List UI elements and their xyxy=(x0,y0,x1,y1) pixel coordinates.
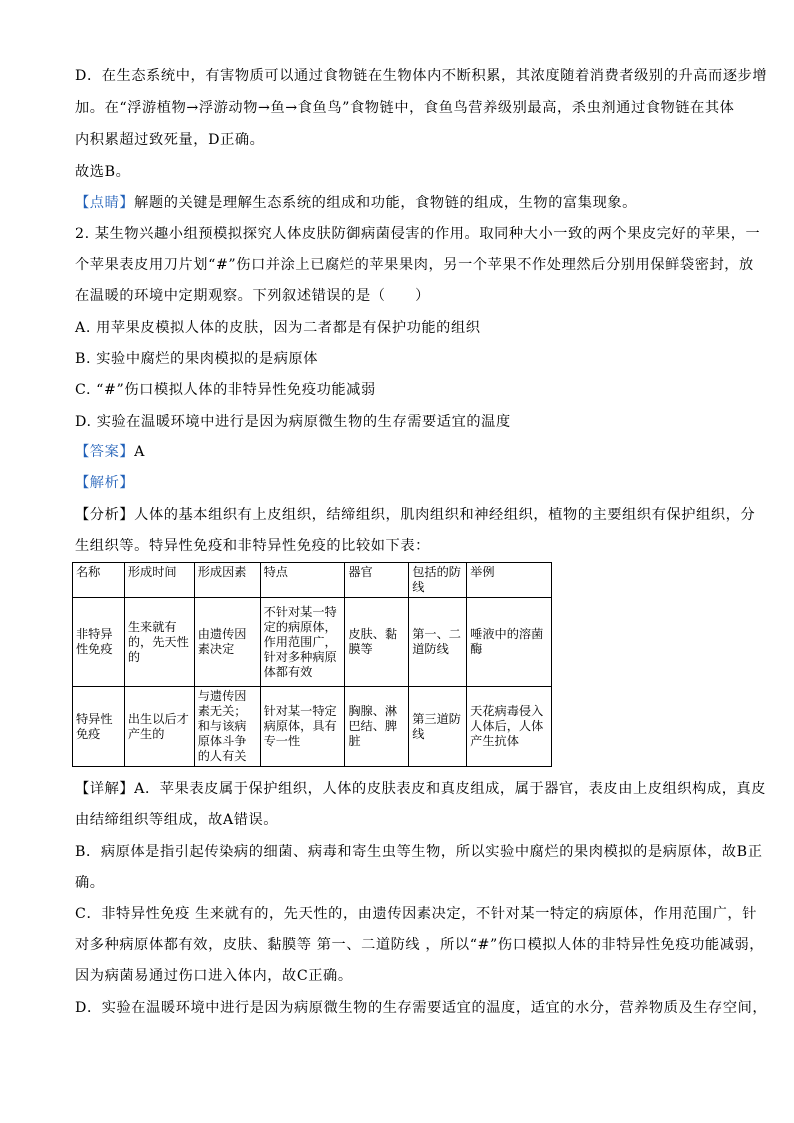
table-header-row xyxy=(73,563,552,598)
xiangjie-text-a1: A．苹果表皮属于保护组织，人体的皮肤表皮和真皮组成，属于器官，表皮由上皮组织构成，真皮 xyxy=(134,781,767,797)
xiangjie-paragraph-line-1 xyxy=(75,779,767,799)
table-header-cell: 形成时间 xyxy=(124,563,194,598)
xiangjie-c-line-3: 因为病菌易通过伤口进入体内，故C正确。 xyxy=(75,968,353,984)
choose-line: 故选B。 xyxy=(75,164,131,180)
table-header-cell: 包括的防线 xyxy=(409,563,467,598)
option-d-line-3: 内积累超过致死量，D正确。 xyxy=(75,132,265,148)
option-b: B. 实验中腐烂的果肉模拟的是病原体 xyxy=(75,351,319,367)
dianjing-paragraph xyxy=(75,193,725,213)
table-cell: 第一、二道防线 xyxy=(409,598,467,687)
table-cell: 生来就有的，先天性的 xyxy=(124,598,194,687)
immunity-comparison-table xyxy=(72,562,552,767)
dianjing-tag: 【点睛】 xyxy=(75,195,135,211)
option-d-line-2: 加。在“浮游植物→浮游动物→鱼→食鱼鸟”食物链中，食鱼鸟营养级别最高，杀虫剂通过食物链在其体 xyxy=(75,100,735,116)
question-2-line-3: 在温暖的环境中定期观察。下列叙述错误的是（ ） xyxy=(75,288,430,304)
option-d: D. 实验在温暖环境中进行是因为病原微生物的生存需要适宜的温度 xyxy=(75,414,511,430)
table-row xyxy=(73,687,552,767)
fenxi-paragraph-line-1 xyxy=(75,505,756,525)
table-cell: 特异性免疫 xyxy=(73,687,125,767)
question-2-line-2: 个苹果表皮用刀片划“#”伤口并涂上已腐烂的苹果果肉，另一个苹果不作处理然后分别用保鲜袋密封，放 xyxy=(75,257,754,273)
table-header-cell: 器官 xyxy=(345,563,409,598)
option-d-line-1: D．在生态系统中，有害物质可以通过食物链在生物体内不断积累，其浓度随着消费者级别的升高而逐步增 xyxy=(75,68,768,84)
dianjing-text: 解题的关键是理解生态系统的组成和功能，食物链的组成，生物的富集现象。 xyxy=(134,195,637,211)
table-cell: 天花病毒侵入人体后，人体产生抗体 xyxy=(467,687,552,767)
table-cell: 出生以后才产生的 xyxy=(124,687,194,767)
xiangjie-d-line-1: D．实验在温暖环境中进行是因为病原微生物的生存需要适宜的温度，适宜的水分，营养物质及生存空间， xyxy=(75,1000,768,1016)
xiangjie-b-line-2: 确。 xyxy=(75,875,105,891)
table-header-cell: 举例 xyxy=(467,563,552,598)
answer-paragraph xyxy=(75,442,725,462)
fenxi-text-1: 人体的基本组织有上皮组织，结缔组织，肌肉组织和神经组织，植物的主要组织有保护组织，分 xyxy=(134,507,756,523)
answer-tag: 【答案】 xyxy=(75,444,135,460)
table-cell: 针对某一特定病原体，具有专一性 xyxy=(260,687,345,767)
table-cell: 不针对某一特定的病原体，作用范围广，针对多种病原体都有效 xyxy=(260,598,345,687)
jiexi-paragraph xyxy=(75,473,725,493)
table-cell: 唾液中的溶菌酶 xyxy=(467,598,552,687)
xiangjie-c-line-2: 对多种病原体都有效，皮肤、黏膜等 第一、二道防线 ，所以“#”伤口模拟人体的非特异性免疫功能减弱， xyxy=(75,937,765,953)
xiangjie-b-line-1: B．病原体是指引起传染病的细菌、病毒和寄生虫等生物，所以实验中腐烂的果肉模拟的是病原体，故B正 xyxy=(75,844,763,860)
table-cell: 皮肤、黏膜等 xyxy=(345,598,409,687)
table-row xyxy=(73,598,552,687)
question-2-line-1: 2. 某生物兴趣小组预模拟探究人体皮肤防御病菌侵害的作用。取同种大小一致的两个果皮完好的苹果，一 xyxy=(75,226,761,242)
fenxi-tag: 【分析】 xyxy=(75,507,135,523)
fenxi-paragraph-line-2: 生组织等。特异性免疫和非特异性免疫的比较如下表： xyxy=(75,538,430,554)
table-header-cell: 名称 xyxy=(73,563,125,598)
table-cell: 与遗传因素无关；和与该病原体斗争的人有关 xyxy=(194,687,260,767)
table-cell: 第三道防线 xyxy=(409,687,467,767)
option-c: C. “#”伤口模拟人体的非特异性免疫功能减弱 xyxy=(75,382,376,398)
jiexi-tag: 【解析】 xyxy=(75,475,135,491)
table-header-cell: 形成因素 xyxy=(194,563,260,598)
answer-text: A xyxy=(134,444,146,460)
xiangjie-c-line-1: C．非特异性免疫 生来就有的，先天性的，由遗传因素决定，不针对某一特定的病原体，作用范围广，针 xyxy=(75,906,758,922)
option-a: A. 用苹果皮模拟人体的皮肤，因为二者都是有保护功能的组织 xyxy=(75,320,481,336)
xiangjie-tag: 【详解】 xyxy=(75,781,135,797)
table-cell: 非特异性免疫 xyxy=(73,598,125,687)
xiangjie-a-line-2: 由结缔组织等组成，故A错误。 xyxy=(75,812,279,828)
table-cell: 由遗传因素决定 xyxy=(194,598,260,687)
table-header-cell: 特点 xyxy=(260,563,345,598)
table-cell: 胸腺、淋巴结、脾脏 xyxy=(345,687,409,767)
